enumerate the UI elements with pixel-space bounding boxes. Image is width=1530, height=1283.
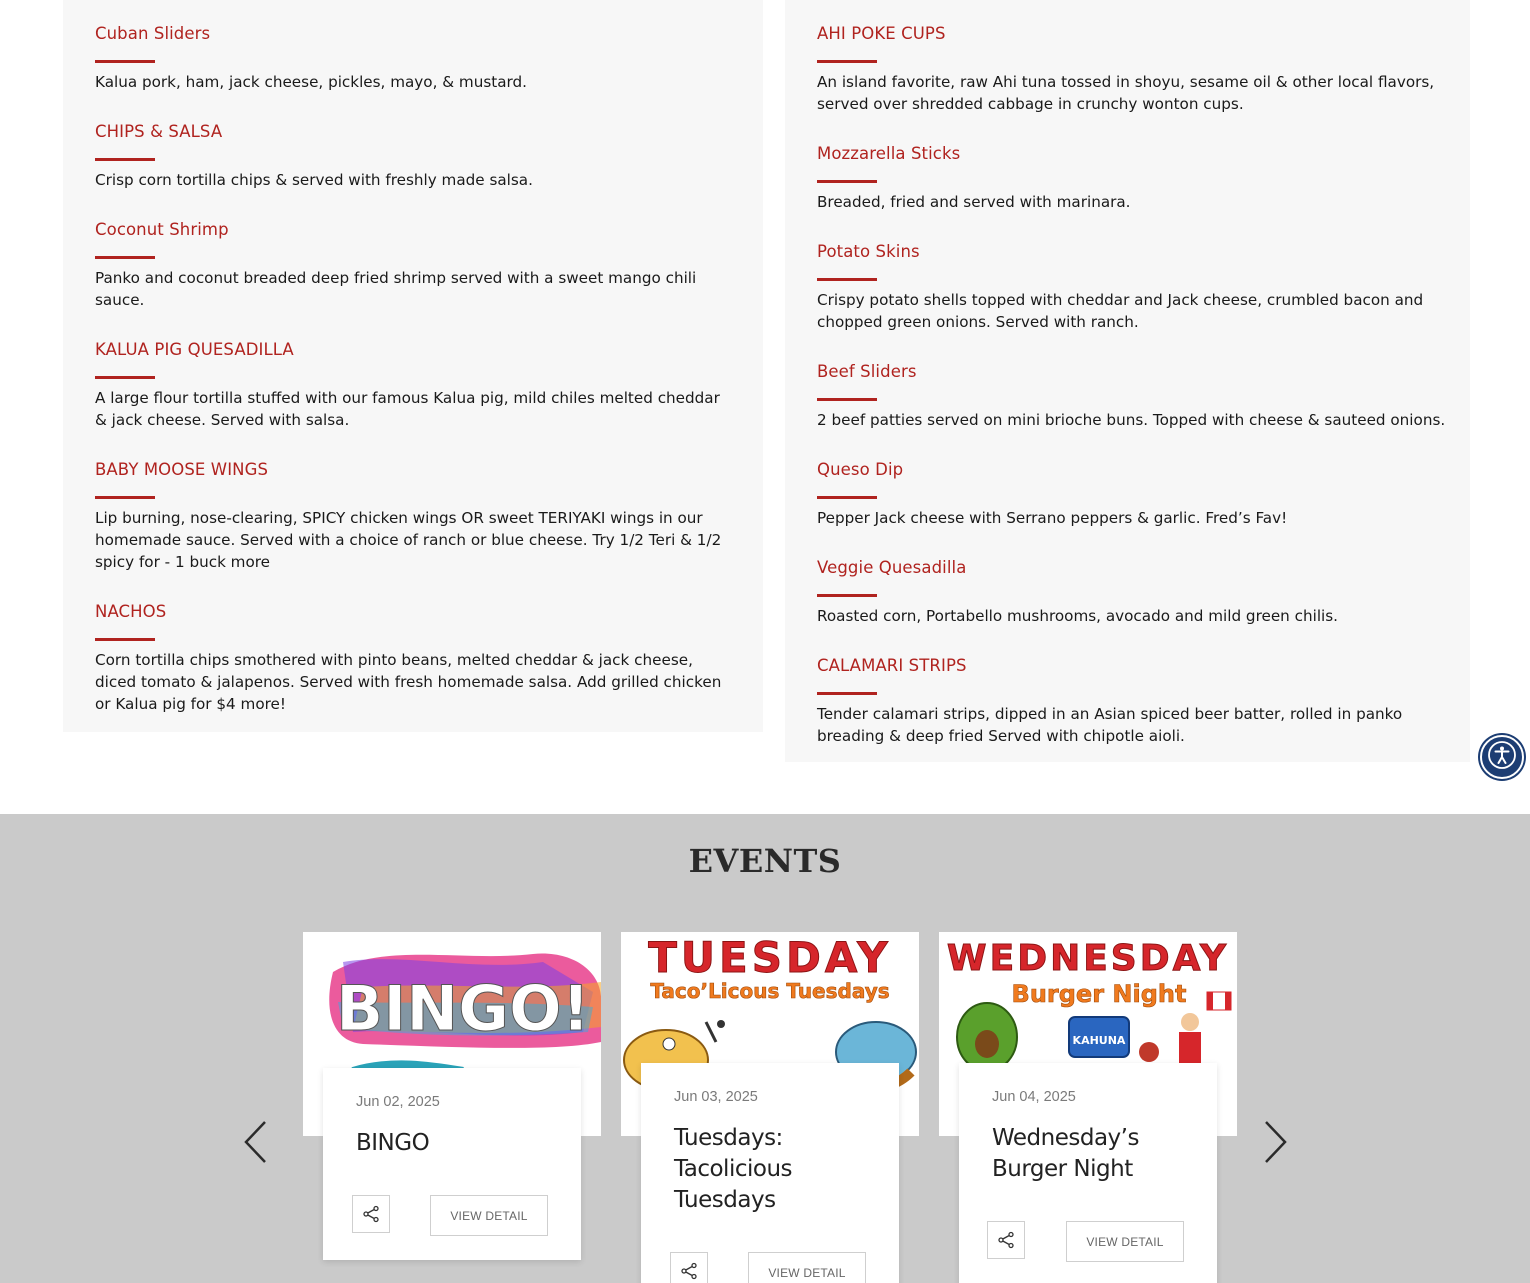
accessibility-icon: [1487, 740, 1517, 774]
share-button[interactable]: [987, 1221, 1025, 1259]
share-icon: [362, 1205, 380, 1223]
view-detail-button[interactable]: VIEW DETAIL: [430, 1195, 548, 1236]
event-card: [323, 1068, 581, 1260]
menu-item-divider: [817, 60, 877, 63]
event-title[interactable]: Wednesday’s Burger Night: [992, 1125, 1139, 1182]
menu-item: [817, 23, 1447, 115]
event-image-subtext: Burger Night: [1011, 980, 1187, 1008]
chevron-right-icon: [1260, 1119, 1290, 1165]
menu-item: [817, 655, 1447, 747]
menu-item-description: Crispy potato shells topped with cheddar and Jack cheese, crumbled bacon and chopped green onions. Served with ranch.: [817, 291, 1424, 331]
menu-item-description: Panko and coconut breaded deep fried shrimp served with a sweet mango chili sauce.: [95, 269, 697, 309]
event-date: Jun 03, 2025: [674, 1089, 758, 1105]
events-heading: EVENTS: [688, 842, 842, 880]
menu-item-divider: [817, 278, 877, 281]
event-card: [959, 1063, 1217, 1283]
menu-item-title: Veggie Quesadilla: [817, 558, 967, 577]
event-card: [641, 1063, 899, 1283]
menu-item-description: An island favorite, raw Ahi tuna tossed in shoyu, sesame oil & other local flavors, served over shredded cabbage in crunchy wonton cups.: [817, 73, 1435, 113]
event-image-text: TUESDAY: [648, 933, 892, 982]
menu-item-title: NACHOS: [95, 602, 167, 621]
menu-item-divider: [95, 158, 155, 161]
event-date: Jun 02, 2025: [356, 1094, 440, 1110]
event-title[interactable]: BINGO: [356, 1130, 430, 1156]
menu-item: [95, 121, 735, 191]
event-image-text: BINGO!: [335, 972, 591, 1045]
menu-column-right: [785, 0, 1470, 762]
share-button[interactable]: [352, 1195, 390, 1233]
view-detail-button[interactable]: VIEW DETAIL: [1066, 1221, 1184, 1262]
accessibility-button[interactable]: [1480, 735, 1524, 779]
menu-item-description: Breaded, fried and served with marinara.: [817, 193, 1131, 211]
menu-item-divider: [95, 256, 155, 259]
share-icon: [680, 1262, 698, 1280]
carousel-prev-button[interactable]: [241, 1119, 271, 1165]
share-button[interactable]: [670, 1252, 708, 1283]
menu-item-title: CHIPS & SALSA: [95, 122, 223, 141]
menu-item: [817, 459, 1447, 529]
menu-item-title: Queso Dip: [817, 460, 904, 479]
menu-item-description: Kalua pork, ham, jack cheese, pickles, mayo, & mustard.: [95, 73, 527, 91]
event-title[interactable]: Tuesdays: Tacolicious Tuesdays: [674, 1125, 793, 1213]
menu-item-divider: [817, 692, 877, 695]
menu-item: [95, 339, 735, 431]
menu-item-title: CALAMARI STRIPS: [817, 656, 967, 675]
menu-column-left: [63, 0, 763, 732]
menu-item-description: 2 beef patties served on mini brioche buns. Topped with cheese & sauteed onions.: [817, 411, 1446, 429]
menu-item-description: Lip burning, nose-clearing, SPICY chicken wings OR sweet TERIYAKI wings in our homemade sauce. Served with a choice of ranch or blue cheese. Try 1/2 Teri & 1/2 spicy for - 1 buck more: [95, 509, 722, 571]
menu-item-title: Potato Skins: [817, 242, 920, 261]
menu-item: [817, 557, 1447, 627]
menu-item-divider: [95, 638, 155, 641]
menu-item-divider: [95, 496, 155, 499]
menu-item-description: Crisp corn tortilla chips & served with freshly made salsa.: [95, 171, 533, 189]
menu-item: [95, 601, 735, 715]
menu-item-description: Roasted corn, Portabello mushrooms, avocado and mild green chilis.: [817, 607, 1338, 625]
view-detail-button[interactable]: VIEW DETAIL: [748, 1252, 866, 1283]
menu-item: [817, 361, 1457, 431]
event-image-subtext: Taco’Licous Tuesdays: [650, 979, 890, 1003]
carousel-next-button[interactable]: [1260, 1119, 1290, 1165]
menu-item-title: KALUA PIG QUESADILLA: [95, 340, 294, 359]
share-icon: [997, 1231, 1015, 1249]
menu-item-description: A large flour tortilla stuffed with our famous Kalua pig, mild chiles melted cheddar & jack cheese. Served with salsa.: [95, 389, 720, 429]
menu-item-title: Mozzarella Sticks: [817, 144, 961, 163]
menu-item-divider: [817, 496, 877, 499]
event-image-text: WEDNESDAY: [946, 938, 1230, 979]
menu-item-divider: [95, 376, 155, 379]
menu-item: [817, 143, 1447, 213]
chevron-left-icon: [241, 1119, 271, 1165]
menu-item-divider: [817, 180, 877, 183]
menu-item-title: BABY MOOSE WINGS: [95, 460, 269, 479]
events-section: [0, 814, 1530, 1283]
menu-item-title: Cuban Sliders: [95, 24, 211, 43]
menu-item-title: Coconut Shrimp: [95, 220, 229, 239]
menu-item-description: Corn tortilla chips smothered with pinto beans, melted cheddar & jack cheese, diced tomato & jalapenos. Served with fresh homemade salsa. Add grilled chicken or Kalua pig for $4 more!: [95, 651, 722, 713]
menu-item-title: Beef Sliders: [817, 362, 917, 381]
menu-item-divider: [95, 60, 155, 63]
menu-item: [817, 241, 1447, 333]
menu-item-divider: [817, 398, 877, 401]
menu-item-divider: [817, 594, 877, 597]
menu-item: [95, 219, 735, 311]
svg-text:KAHUNA: KAHUNA: [1072, 1034, 1126, 1047]
menu-item: [95, 23, 735, 93]
menu-item-title: AHI POKE CUPS: [817, 24, 946, 43]
menu-item-description: Tender calamari strips, dipped in an Asian spiced beer batter, rolled in panko breading & deep fried Served with chipotle aioli.: [817, 705, 1403, 745]
menu-item: [95, 459, 735, 573]
event-date: Jun 04, 2025: [992, 1089, 1076, 1105]
menu-item-description: Pepper Jack cheese with Serrano peppers & garlic. Fred’s Fav!: [817, 509, 1288, 527]
